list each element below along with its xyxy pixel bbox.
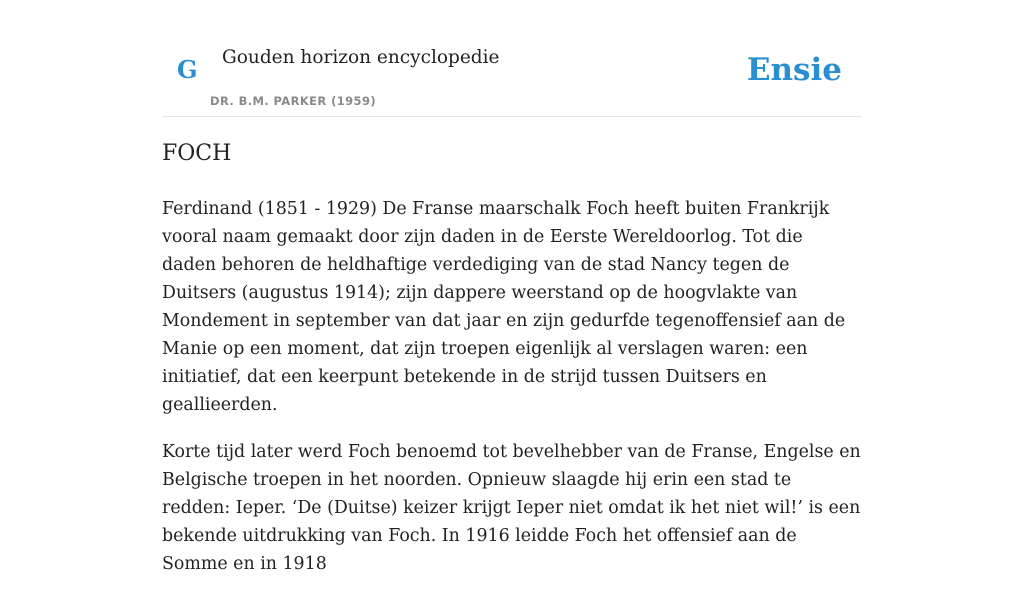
article-paragraph: Ferdinand (1851 - 1929) De Franse maarschalk Foch heeft buiten Frankrijk vooral naam gemaakt door zijn daden in de Eerste Wereldoorlog. Tot die daden behoren de heldhaftige verdediging van de stad Nancy tegen de Duitsers (augustus 1914); zijn dappere weerstand op de hoogvlakte van Mondement in september van dat jaar en zijn gedurfde tegenoffensief aan de Manie op een moment, dat zijn troepen eigenlijk al verslagen waren: een initiatief, dat een keerpunt betekende in de strijd tussen Duitsers en geallieerden. — [162, 199, 846, 415]
article-paragraph: Korte tijd later werd Foch benoemd tot bevelhebber van de Franse, Engelse en Belgische troepen in het noorden. Opnieuw slaagde hij erin een stad te redden: Ieper. ‘De (Duitse) keizer krijgt Ieper niet omdat ik het niet wil!’ is een bekende uitdrukking van Foch. In 1916 leidde Foch het offensief aan de Somme en in 1918 — [162, 442, 861, 574]
book-initial-badge[interactable]: G — [177, 55, 198, 84]
article-title: FOCH — [162, 141, 232, 166]
book-header — [162, 0, 862, 117]
book-author: DR. B.M. PARKER (1959) — [210, 94, 377, 108]
book-title[interactable]: Gouden horizon encyclopedie — [222, 47, 500, 68]
article — [162, 137, 862, 597]
ensie-logo[interactable]: Ensie — [746, 52, 842, 88]
